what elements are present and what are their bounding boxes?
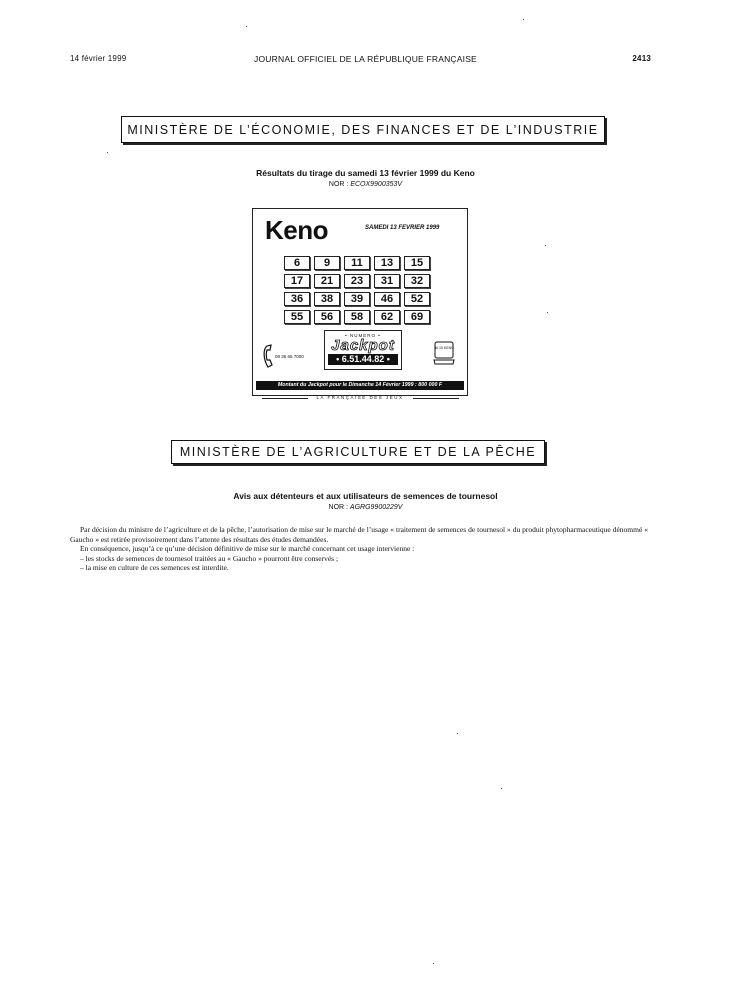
ministry-economy-box	[121, 116, 605, 143]
keno-number-cell: 9	[314, 256, 340, 270]
scan-speck	[107, 152, 108, 153]
nor-reference-2	[0, 504, 731, 511]
keno-number-cell: 32	[404, 274, 430, 288]
keno-number-cell: 31	[374, 274, 400, 288]
brand-name: LA FRANÇAISE DES JEUX	[316, 395, 404, 400]
header-date: 14 février 1999	[70, 54, 127, 63]
sunflower-notice-title: Avis aux détenteurs et aux utilisateurs de semences de tournesol	[233, 491, 498, 501]
jackpot-number-label: • NUMERO •	[345, 333, 381, 338]
notice-paragraph: Par décision du ministre de l’agriculture et de la pêche, l’autorisation de mise sur le marché de l’usage « traitement de semences de tournesol » du produit phytopharmaceutique dénommé « Gaucho » est retirée provisoirement dans l’attente des résultats des études demandées.	[70, 525, 648, 544]
keno-number-cell: 52	[404, 292, 430, 306]
keno-logo: Keno	[265, 215, 328, 245]
keno-results-title: Résultats du tirage du samedi 13 février 1999 du Keno	[256, 168, 475, 178]
jackpot-logo: Jackpot	[331, 337, 395, 354]
nor-code: ECOX9900353V	[350, 181, 403, 188]
keno-results-card	[252, 208, 468, 396]
scan-speck	[246, 26, 247, 27]
jackpot-number-value: • 6.51.44.82 •	[328, 354, 398, 365]
keno-number-cell: 58	[344, 310, 370, 324]
scan-speck	[547, 312, 548, 313]
keno-number-cell: 55	[284, 310, 310, 324]
keno-number-cell: 62	[374, 310, 400, 324]
nor-label: NOR :	[328, 504, 348, 511]
phone-number-text: 08 36 65 7000	[275, 354, 304, 359]
keno-draw-date: SAMEDI 13 FEVRIER 1999	[365, 225, 440, 231]
scan-speck	[433, 963, 434, 964]
ministry-agriculture-box	[171, 440, 545, 464]
scan-speck	[501, 788, 502, 789]
keno-number-cell: 13	[374, 256, 400, 270]
scan-speck	[457, 733, 458, 734]
keno-number-cell: 46	[374, 292, 400, 306]
nor-reference-1	[0, 181, 731, 188]
keno-number-cell: 69	[404, 310, 430, 324]
scan-speck	[523, 19, 524, 20]
notice-list-item: – la mise en culture de ces semences est interdite.	[80, 563, 229, 572]
ministry-economy-title: MINISTÈRE DE L’ÉCONOMIE, DES FINANCES ET DE L’INDUSTRIE	[127, 122, 599, 137]
keno-number-cell: 23	[344, 274, 370, 288]
keno-number-cell: 38	[314, 292, 340, 306]
ministry-agriculture-title: MINISTÈRE DE L’AGRICULTURE ET DE LA PÊCHE	[179, 445, 537, 459]
journal-title: JOURNAL OFFICIEL DE LA RÉPUBLIQUE FRANÇAISE	[254, 54, 477, 64]
keno-number-cell: 21	[314, 274, 340, 288]
keno-number-cell: 11	[344, 256, 370, 270]
page-number: 2413	[632, 54, 651, 63]
minitel-code-text: 36 15 KENO	[434, 346, 454, 350]
keno-number-cell: 56	[314, 310, 340, 324]
jackpot-amount-banner: Montant du Jackpot pour le Dimanche 14 Février 1999 : 800 000 F	[256, 381, 464, 390]
nor-label: NOR :	[328, 181, 349, 188]
jackpot-box	[324, 330, 402, 370]
scan-speck	[545, 245, 546, 246]
keno-number-cell: 6	[284, 256, 310, 270]
notice-body	[70, 525, 648, 573]
keno-number-cell: 15	[404, 256, 430, 270]
keno-number-cell: 36	[284, 292, 310, 306]
notice-list-item: – les stocks de semences de tournesol traitées au « Gaucho » pourront être conservés ;	[80, 553, 339, 563]
minitel-icon	[433, 341, 455, 365]
nor-code: AGRG9900229V	[349, 504, 403, 511]
keno-number-cell: 39	[344, 292, 370, 306]
keno-number-cell: 17	[284, 274, 310, 288]
notice-paragraph: En conséquence, jusqu’à ce qu’une décision définitive de mise sur le marché concernant cet usage intervienne :	[80, 544, 415, 553]
